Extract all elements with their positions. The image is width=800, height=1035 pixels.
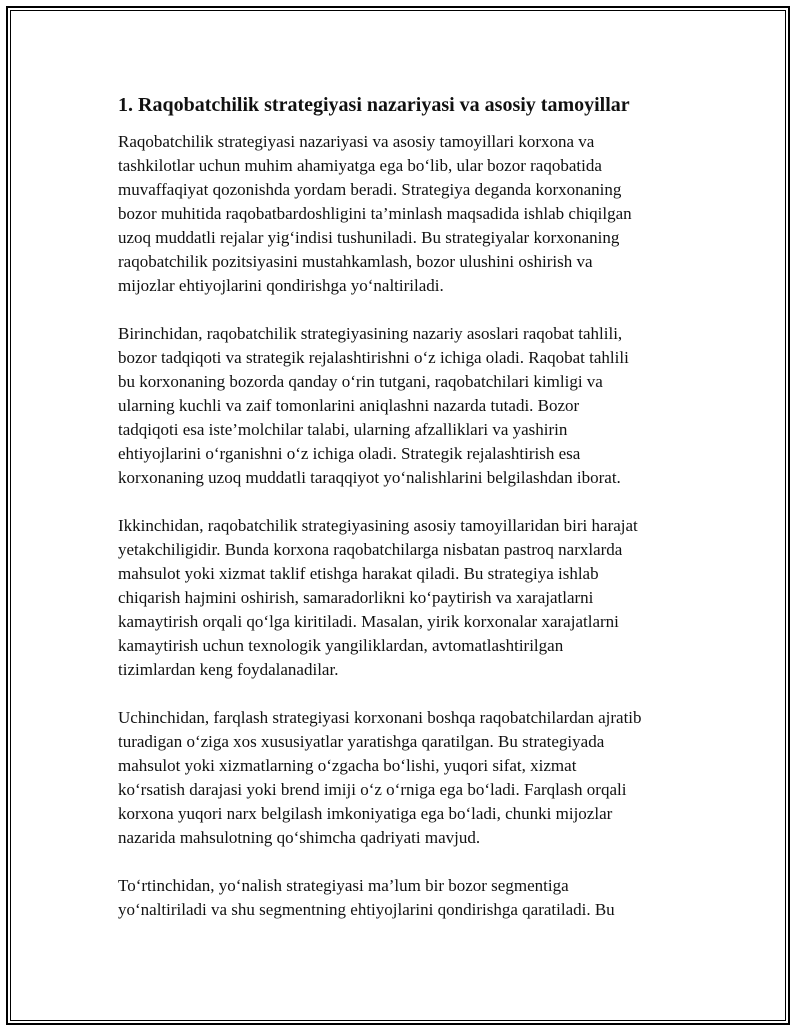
text-line: ehtiyojlarini o‘rganishni o‘z ichiga oladi. Strategik rejalashtirish esa [118, 444, 581, 463]
text-line: korxonaning uzoq muddatli taraqqiyot yo‘nalishlarini belgilashdan iborat. [118, 468, 621, 487]
text-line: korxona yuqori narx belgilash imkoniyatiga ega bo‘ladi, chunki mijozlar [118, 804, 613, 823]
text-line: Birinchidan, raqobatchilik strategiyasining nazariy asoslari raqobat tahlili, [118, 324, 623, 343]
text-line: bozor muhitida raqobatbardoshligini ta’minlash maqsadida ishlab chiqilgan [118, 204, 632, 223]
text-line: bu korxonaning bozorda qanday o‘rin tutgani, raqobatchilari kimligi va [118, 372, 603, 391]
paragraph [118, 514, 698, 682]
text-line: tizimlardan keng foydalanadilar. [118, 660, 339, 679]
text-line: bozor tadqiqoti va strategik rejalashtirishni o‘z ichiga oladi. Raqobat tahlili [118, 348, 629, 367]
text-line: mahsulot yoki xizmat taklif etishga harakat qiladi. Bu strategiya ishlab [118, 564, 599, 583]
text-line: yetakchiligidir. Bunda korxona raqobatchilarga nisbatan pastroq narxlarda [118, 540, 623, 559]
text-line: kamaytirish orqali qo‘lga kiritiladi. Masalan, yirik korxonalar xarajatlarni [118, 612, 619, 631]
text-line: ularning kuchli va zaif tomonlarini aniqlashni nazarda tutadi. Bozor [118, 396, 580, 415]
paragraph [118, 130, 698, 298]
paragraph [118, 874, 698, 922]
paragraph-list [118, 130, 698, 922]
text-line: Ikkinchidan, raqobatchilik strategiyasining asosiy tamoyillaridan biri harajat [118, 516, 638, 535]
text-line: turadigan o‘ziga xos xususiyatlar yaratishga qaratilgan. Bu strategiyada [118, 732, 605, 751]
text-line: mijozlar ehtiyojlarini qondirishga yo‘naltiriladi. [118, 276, 444, 295]
text-line: yo‘naltiriladi va shu segmentning ehtiyojlarini qondirishga qaratiladi. Bu [118, 900, 615, 919]
text-line: Raqobatchilik strategiyasi nazariyasi va asosiy tamoyillari korxona va [118, 132, 595, 151]
text-line: mahsulot yoki xizmatlarning o‘zgacha bo‘lishi, yuqori sifat, xizmat [118, 756, 577, 775]
text-line: uzoq muddatli rejalar yig‘indisi tushuniladi. Bu strategiyalar korxonaning [118, 228, 620, 247]
text-line: chiqarish hajmini oshirish, samaradorlikni ko‘paytirish va xarajatlarni [118, 588, 594, 607]
text-line: tadqiqoti esa iste’molchilar talabi, ularning afzalliklari va yashirin [118, 420, 568, 439]
document-body [118, 92, 698, 946]
paragraph [118, 706, 698, 850]
text-line: muvaffaqiyat qozonishda yordam beradi. Strategiya deganda korxonaning [118, 180, 622, 199]
text-line: To‘rtinchidan, yo‘nalish strategiyasi ma’lum bir bozor segmentiga [118, 876, 569, 895]
text-line: tashkilotlar uchun muhim ahamiyatga ega bo‘lib, ular bozor raqobatida [118, 156, 602, 175]
paragraph [118, 322, 698, 490]
text-line: Uchinchidan, farqlash strategiyasi korxonani boshqa raqobatchilardan ajratib [118, 708, 642, 727]
section-heading: 1. Raqobatchilik strategiyasi nazariyasi va asosiy tamoyillar [118, 94, 630, 116]
text-line: nazarida mahsulotning qo‘shimcha qadriyati mavjud. [118, 828, 481, 847]
text-line: raqobatchilik pozitsiyasini mustahkamlash, bozor ulushini oshirish va [118, 252, 593, 271]
text-line: ko‘rsatish darajasi yoki brend imiji o‘z o‘rniga ega bo‘ladi. Farqlash orqali [118, 780, 627, 799]
text-line: kamaytirish uchun texnologik yangiliklardan, avtomatlashtirilgan [118, 636, 564, 655]
